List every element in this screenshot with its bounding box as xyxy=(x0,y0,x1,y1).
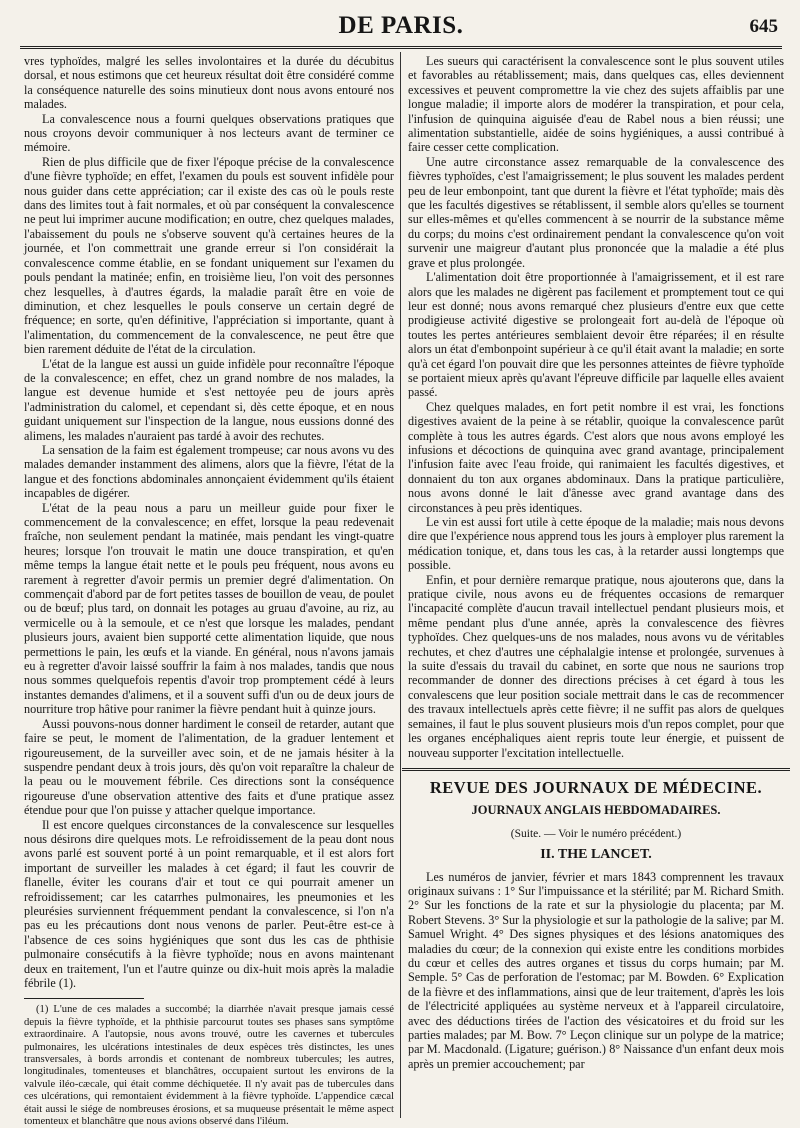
body-paragraph: L'état de la langue est aussi un guide infidèle pour reconnaître l'époque de la convalescence; en effet, chez un grand nombre de nos malades, la langue est devenue humide et s'est nettoyée peu de jours après l'administration du calomel, et cependant si, dès cette époque, et en nous guidant uniquement sur l'inspection de la langue, nous eussions donné des alimens, les malades n'auraient pas tardé à avoir des rechutes. xyxy=(24,356,394,443)
body-paragraph: La sensation de la faim est également trompeuse; car nous avons vu des malades demander instamment des alimens, alors que la fièvre, l'état de la langue et des fonctions abdominales annonçaient évidemment qu'ils étaient incapables de digérer. xyxy=(24,442,394,501)
header-rule xyxy=(20,46,782,49)
running-head: DE PARIS. xyxy=(338,12,464,39)
body-paragraph: Chez quelques malades, en fort petit nombre il est vrai, les fonctions digestives avaient de la peine à se rétablir, quoique la convalescence parût complète à tous les autres égards. C'est alors que nous avons employé les infusions et décoctions de quinquina avec grand avantage, principalement l'infusion faite avec l'eau froide, qui ranimaient les facultés digestives, et donnaient du ton aux organes abdominaux. Dans la pratique particulière, nous avons donné le lait d'ânesse avec grand avantage dans des circonstances à peu près identiques. xyxy=(408,399,784,515)
body-paragraph: Rien de plus difficile que de fixer l'époque précise de la convalescence d'une fièvre typhoïde; en effet, l'examen du pouls est souvent infidèle pour nous guider dans cette appréciation; car il existe des cas où le pouls reste dans des limites tout à fait normales, et où par conséquent la convalescence ne peut lui imprimer aucune modification; en outre, chez quelques malades, l'abaissement du pouls ne s'observe souvent qu'à certaines heures de la journée, et l'on commettrait une grande erreur si l'on considérait la convalescence comme établie, en se fondant uniquement sur l'examen du pouls pendant la matinée; enfin, en troisième lieu, l'on voit des personnes chez lesquelles, à d'autres égards, la maladie paraît être en voie de diminution, et chez lesquelles le pouls conserve un certain degré de fréquence; en sorte, qu'en définitive, l'appréciation si importante, quant à l'alimentation, du commencement de la convalescence, ne peut être que bien rarement déduite de l'état de la circulation. xyxy=(24,154,394,357)
left-column xyxy=(24,54,394,1128)
body-paragraph: Il est encore quelques circonstances de la convalescence sur lesquelles nous désirons dire quelques mots. Le refroidissement de la peau dont nous avons parlé est souvent porté à un point remarquable, et il est alors fort important de surveiller les malades à cet égard; il faut les couvrir de flanelle, éviter les courans d'air et tout ce qui pourrait amener un refroidissement; car les catarrhes pulmonaires, les pneumonies et les pleurésies surviennent fréquemment pendant la convalescence, si l'on n'a pas eu les précautions dont nous venons de parler. Peut-être est-ce à l'absence de ces soins hygiéniques que sont dus les cas de phthisie pulmonaire consécutifs à la fièvre typhoïde; nous en avons maintenant deux en traitement, l'un et l'autre quinze ou dix-huit mois après la maladie fébrile (1). xyxy=(24,817,394,990)
review-note: (Suite. — Voir le numéro précédent.) xyxy=(510,827,682,840)
review-heading: II. THE LANCET. xyxy=(540,847,652,863)
section-rule xyxy=(402,768,790,771)
footnote xyxy=(24,1004,394,1128)
body-paragraph: La convalescence nous a fourni quelques observations pratiques que nous croyons devoir communiquer à nos lecteurs avant de terminer ce mémoire. xyxy=(24,111,394,155)
body-paragraph: vres typhoïdes, malgré les selles involontaires et la durée du décubitus dorsal, et nous estimons que cet heureux résultat doit être considéré comme la conséquence naturelle des soins minutieux dont nous avons entouré nos malades. xyxy=(24,54,394,112)
page-header xyxy=(20,4,782,46)
body-paragraph: L'alimentation doit être proportionnée à l'amaigrissement, et il est rare alors que les malades ne digèrent pas facilement et promptement tout ce qui leur est donné; nous avons remarqué chez plusieurs d'entre eux que cette prodigieuse activité digestive se prolongeait fort au-delà de l'époque où toutes les pertes antérieures semblaient devoir être réparées; il en résulte alors un état d'embonpoint supérieur à ce qu'il était avant la maladie; en sorte qu'à cet égard l'on pouvait dire que les personnes atteintes de fièvre typhoïde se portaient mieux après qu'avant l'épreuve difficile par laquelle elles avaient passé. xyxy=(408,270,784,400)
footnote-text: (1) L'une de ces malades a succombé; la diarrhée n'avait presque jamais cessé depuis la fièvre typhoïde, et la phthisie parcourut toutes ses phases sans symptôme extraordinaire. A l'autopsie, nous avons trouvé, outre les cavernes et tubercules pulmonaires, les ulcérations intestinales de deux espèces très distinctes, les unes transversales, à bords arrondis et contenant de nombreux tubercules; les autres, longitudinales, tomenteuses et blanchâtres, occupaient surtout les environs de la valvule iléo-cæcale, qui était comme déchiquetée. Il n'y avait pas de tubercules dans ces ulcérations, qui remontaient évidemment à la fièvre typhoïde. L'appendice cæcal était aussi le siége de nombreuses érosions, et sa muqueuse présentait le même aspect tomenteux et blanchâtre que nous avions observé dans l'iléum. xyxy=(24,1004,394,1128)
body-paragraph: Les sueurs qui caractérisent la convalescence sont le plus souvent utiles et favorables au rétablissement; mais, dans quelques cas, elles deviennent excessives et peuvent compromettre la vie chez des sujets affaiblis par une longue maladie; il importe alors de modérer la transpiration, et pour cela, l'infusion de quinquina aiguisée d'eau de Rabel nous a bien réussi; une alimentation substantielle, aidée de soins hygiéniques, a aussi contribué à faire cesser cette complication. xyxy=(408,54,784,155)
body-paragraph: Enfin, et pour dernière remarque pratique, nous ajouterons que, dans la pratique civile, nous avons eu de fréquentes occasions de remarquer l'incapacité complète d'aucun travail intellectuel pendant plusieurs mois, et même pendant plus d'une année, après la convalescence des fièvres typhoïdes. Chez quelques-uns de nos malades, nous avons vu de véritables rechutes, et chez d'autres une céphalalgie intense et prolongée, survenues à la suite d'essais du travail du cabinet, en sorte que nous ne saurions trop recommander de donner des directions précises à cet égard à tous les convalescens que leur position sociale mettrait dans le cas de recommencer des travaux intellectuels après cette fièvre; il ne suffit pas alors de quelques semaines, il faut le plus souvent plusieurs mois d'un repos complet, pour que les organes encéphaliques aient repris toute leur énergie, et puissent de nouveau supporter l'excitation intellectuelle. xyxy=(408,572,784,760)
body-paragraph: Le vin est aussi fort utile à cette époque de la maladie; mais nous devons dire que l'expérience nous apprend tous les jours à employer plus rarement la médication tonique, et, dans tous les cas, à la retarder aussi longtemps que possible. xyxy=(408,515,784,573)
column-rule xyxy=(400,52,401,1118)
body-paragraph: L'état de la peau nous a paru un meilleur guide pour fixer le commencement de la convalescence; en effet, lorsque la peau redevenait fraîche, non seulement pendant la matinée, mais pendant les vingt-quatre heures; lorsque l'on trouvait le matin une douce transpiration, et qu'en même temps la langue était nette et le pouls peu fréquent, nous avons eu rarement à regretter d'avoir permis un premier degré d'alimentation. On commençait d'abord par de fort petites tasses de bouillon de veau, de poulet ou de bœuf; plus tard, on donnait les potages au gruau d'avoine, au riz, au vermicelle ou à la semoule, et ce n'est que lorsque les malades, pendant plusieurs jours, avaient bien supporté cette alimentation liquide, que nous permettions le pain, les œufs et la viande. En général, nous n'avons jamais eu à regretter d'avoir laissé souffrir la faim à nos malades, tandis que nous nous sommes quelquefois repentis d'avoir trop promptement cédé à leurs instantes demandes d'alimens, et il a souvent suffi d'un ou de deux jours de nourriture trop hâtive pour ranimer la fièvre pendant huit à quinze jours. xyxy=(24,500,394,717)
review-subtitle: JOURNAUX ANGLAIS HEBDOMADAIRES. xyxy=(471,803,721,818)
review-paragraph: Les numéros de janvier, février et mars 1843 comprennent les travaux originaux suivans : 1° Sur l'impuissance et la stérilité; par M. Richard Smith. 2° Sur les fonctions de la rate et sur la physiologie du placenta; par M. Robert Stevens. 3° Sur la physiologie et sur la pathologie de la salive; par M. Samuel Wright. 4° Des signes physiques et des lésions anatomiques des maladies du cœur; de la connexion qui existe entre les conditions morbides du cœur et celles des autres organes et tissus du corps humain; par M. Semple. 5° Cas de perforation de l'estomac; par M. Bowden. 6° Explication de la fièvre et des inflammations, ainsi que de leur traitement, d'après les lois de l'électricité appliquées au système nerveux et à l'appareil circulatoire, avec des déductions tirées de l'action des vésicatoires et du froid sur les parties malades; par M. Bow. 7° Leçon clinique sur un polype de la matrice; par M. Macdonald. (Ligature; guérison.) 8° Naissance d'un enfant deux mois après un premier accouchement; par xyxy=(408,869,784,1071)
review-title: REVUE DES JOURNAUX DE MÉDECINE. xyxy=(429,777,763,797)
body-paragraph: Une autre circonstance assez remarquable de la convalescence des fièvres typhoïdes, c'est l'amaigrissement; le plus souvent les malades perdent peu de leur embonpoint, tant que durent la fièvre et l'état typhoïde; mais dès que les facultés digestives se rétablissent, il semble alors qu'elles se tournent sur elles-mêmes et qu'elles commencent à se nourrir de la substance même du corps; du moins c'est ordinairement pendant la convalescence qu'on voit survenir une maigreur d'autant plus prononcée que la maladie a été plus grave et plus prolongée. xyxy=(408,154,784,270)
right-column xyxy=(408,54,784,1071)
body-paragraph: Aussi pouvons-nous donner hardiment le conseil de retarder, autant que faire se peut, le moment de l'alimentation, de la graduer lentement et rigoureusement, de la surveiller avec soin, et de ne jamais hésiter à la suspendre pendant deux à trois jours, dès qu'on voit reparaître la chaleur de la peau ou le mouvement fébrile. Ces directions sont la conséquence rigoureuse d'une observation attentive des faits et d'une pratique assez étendue pour que l'on puisse y attacher quelque importance. xyxy=(24,716,394,818)
page-number: 645 xyxy=(749,16,778,37)
footnote-rule xyxy=(24,998,144,999)
